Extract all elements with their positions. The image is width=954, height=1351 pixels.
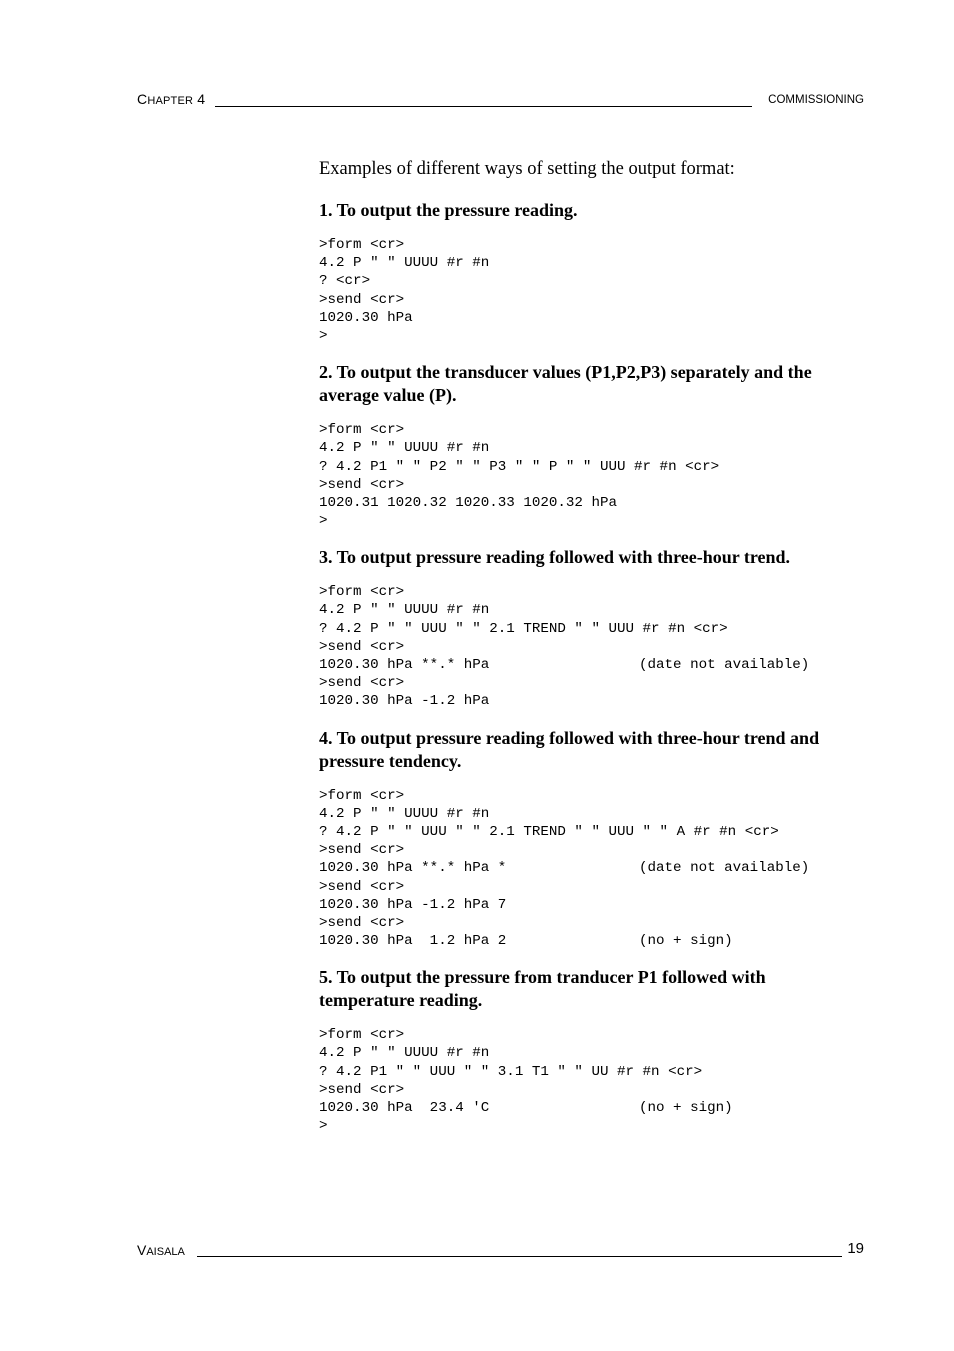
code-line	[319, 656, 864, 674]
code-text: 1020.30 hPa -1.2 hPa 7	[319, 896, 507, 913]
code-line	[319, 1117, 864, 1135]
code-line	[319, 601, 864, 619]
chapter-label-initial: C	[137, 91, 148, 107]
code-text: ? 4.2 P1 " " UUU " " 3.1 T1 " " UU #r #n <cr>	[319, 1063, 703, 1080]
chapter-number: 4	[197, 91, 206, 107]
code-line	[319, 421, 864, 439]
examples-list	[319, 199, 864, 1135]
code-text: ? 4.2 P1 " " P2 " " P3 " " P " " UUU #r #n <cr>	[319, 458, 720, 475]
chapter-label	[137, 91, 205, 107]
code-text: >send <cr>	[319, 638, 405, 655]
code-block	[319, 236, 864, 345]
code-text: 4.2 P " " UUUU #r #n	[319, 440, 490, 457]
example-section	[319, 966, 864, 1135]
code-text: 1020.31 1020.32 1020.33 1020.32 hPa	[319, 494, 617, 511]
code-line	[319, 620, 864, 638]
code-line	[319, 1026, 864, 1044]
footer-rule	[197, 1256, 842, 1257]
code-text: >send <cr>	[319, 675, 405, 692]
code-text: >form <cr>	[319, 1027, 405, 1044]
code-text: >	[319, 1118, 328, 1135]
code-line	[319, 674, 864, 692]
code-note: (date not available)	[639, 657, 810, 673]
example-section	[319, 361, 864, 530]
code-text: >send <cr>	[319, 842, 405, 859]
code-line	[319, 583, 864, 601]
code-text: 1020.30 hPa	[319, 309, 413, 326]
code-text: >	[319, 327, 328, 344]
code-line	[319, 1063, 864, 1081]
code-line	[319, 1099, 864, 1117]
code-line	[319, 291, 864, 309]
code-line	[319, 841, 864, 859]
code-text: >form <cr>	[319, 584, 405, 601]
code-text: ? 4.2 P " " UUU " " 2.1 TREND " " UUU " " A #r #n <cr>	[319, 823, 779, 840]
code-text: >send <cr>	[319, 1081, 405, 1098]
code-line	[319, 878, 864, 896]
example-heading: 1. To output the pressure reading.	[319, 200, 578, 220]
code-line	[319, 512, 864, 530]
code-line	[319, 439, 864, 457]
code-text: >send <cr>	[319, 291, 405, 308]
code-text: 1020.30 hPa 1.2 hPa 2	[319, 933, 507, 950]
example-heading: 2. To output the transducer values (P1,P2,P3) separately and the average value (P).	[319, 362, 812, 406]
code-text: >form <cr>	[319, 787, 405, 804]
main-content	[319, 157, 864, 1151]
code-block	[319, 1026, 864, 1135]
example-section	[319, 727, 864, 951]
code-line	[319, 254, 864, 272]
chapter-label-rest: HAPTER	[147, 95, 194, 107]
code-text: ? 4.2 P " " UUU " " 2.1 TREND " " UUU #r #n <cr>	[319, 620, 728, 637]
code-line	[319, 309, 864, 327]
code-line	[319, 458, 864, 476]
header-rule	[215, 106, 752, 107]
page-footer	[137, 1240, 864, 1260]
code-note: (date not available)	[639, 860, 810, 877]
code-text: 4.2 P " " UUUU #r #n	[319, 602, 490, 619]
intro-paragraph: Examples of different ways of setting the output format:	[319, 159, 735, 179]
section-label: COMMISSIONING	[768, 94, 864, 106]
code-text: 4.2 P " " UUUU #r #n	[319, 255, 490, 272]
code-text: >form <cr>	[319, 237, 405, 253]
company-name-rest: AISALA	[146, 1246, 185, 1258]
code-line	[319, 494, 864, 512]
code-line	[319, 896, 864, 914]
code-text: >form <cr>	[319, 422, 405, 439]
example-heading: 4. To output pressure reading followed with three-hour trend and pressure tendency.	[319, 727, 820, 771]
code-line	[319, 692, 864, 710]
code-line	[319, 327, 864, 345]
code-text: 4.2 P " " UUUU #r #n	[319, 1045, 490, 1062]
code-line	[319, 805, 864, 823]
code-line	[319, 787, 864, 805]
code-line	[319, 859, 864, 877]
code-text: >send <cr>	[319, 914, 405, 931]
example-section	[319, 546, 864, 710]
code-line	[319, 476, 864, 494]
code-text: ? <cr>	[319, 273, 371, 290]
example-heading: 3. To output pressure reading followed with three-hour trend.	[319, 547, 791, 568]
code-line	[319, 638, 864, 656]
code-text: 4.2 P " " UUUU #r #n	[319, 805, 490, 822]
example-section	[319, 199, 864, 345]
example-heading: 5. To output the pressure from tranducer P1 followed with temperature reading.	[319, 967, 766, 1011]
code-line	[319, 823, 864, 841]
code-line	[319, 932, 864, 950]
code-text: >	[319, 513, 328, 530]
code-text: 1020.30 hPa 23.4 'C	[319, 1100, 490, 1116]
code-note: (no + sign)	[639, 933, 733, 950]
code-line	[319, 1044, 864, 1062]
code-note: (no + sign)	[639, 1100, 733, 1116]
page-header	[137, 91, 864, 109]
code-line	[319, 272, 864, 290]
code-text: 1020.30 hPa **.* hPa *	[319, 860, 507, 877]
code-line	[319, 236, 864, 254]
code-block	[319, 583, 864, 710]
code-text: >send <cr>	[319, 878, 405, 895]
company-name-initial: V	[137, 1242, 147, 1258]
code-block	[319, 421, 864, 530]
page-number: 19	[847, 1240, 864, 1257]
code-text: 1020.30 hPa **.* hPa	[319, 657, 490, 673]
code-text: >send <cr>	[319, 476, 405, 493]
code-text: 1020.30 hPa -1.2 hPa	[319, 693, 490, 710]
code-line	[319, 1081, 864, 1099]
code-block	[319, 787, 864, 951]
company-name	[137, 1242, 185, 1260]
code-line	[319, 914, 864, 932]
